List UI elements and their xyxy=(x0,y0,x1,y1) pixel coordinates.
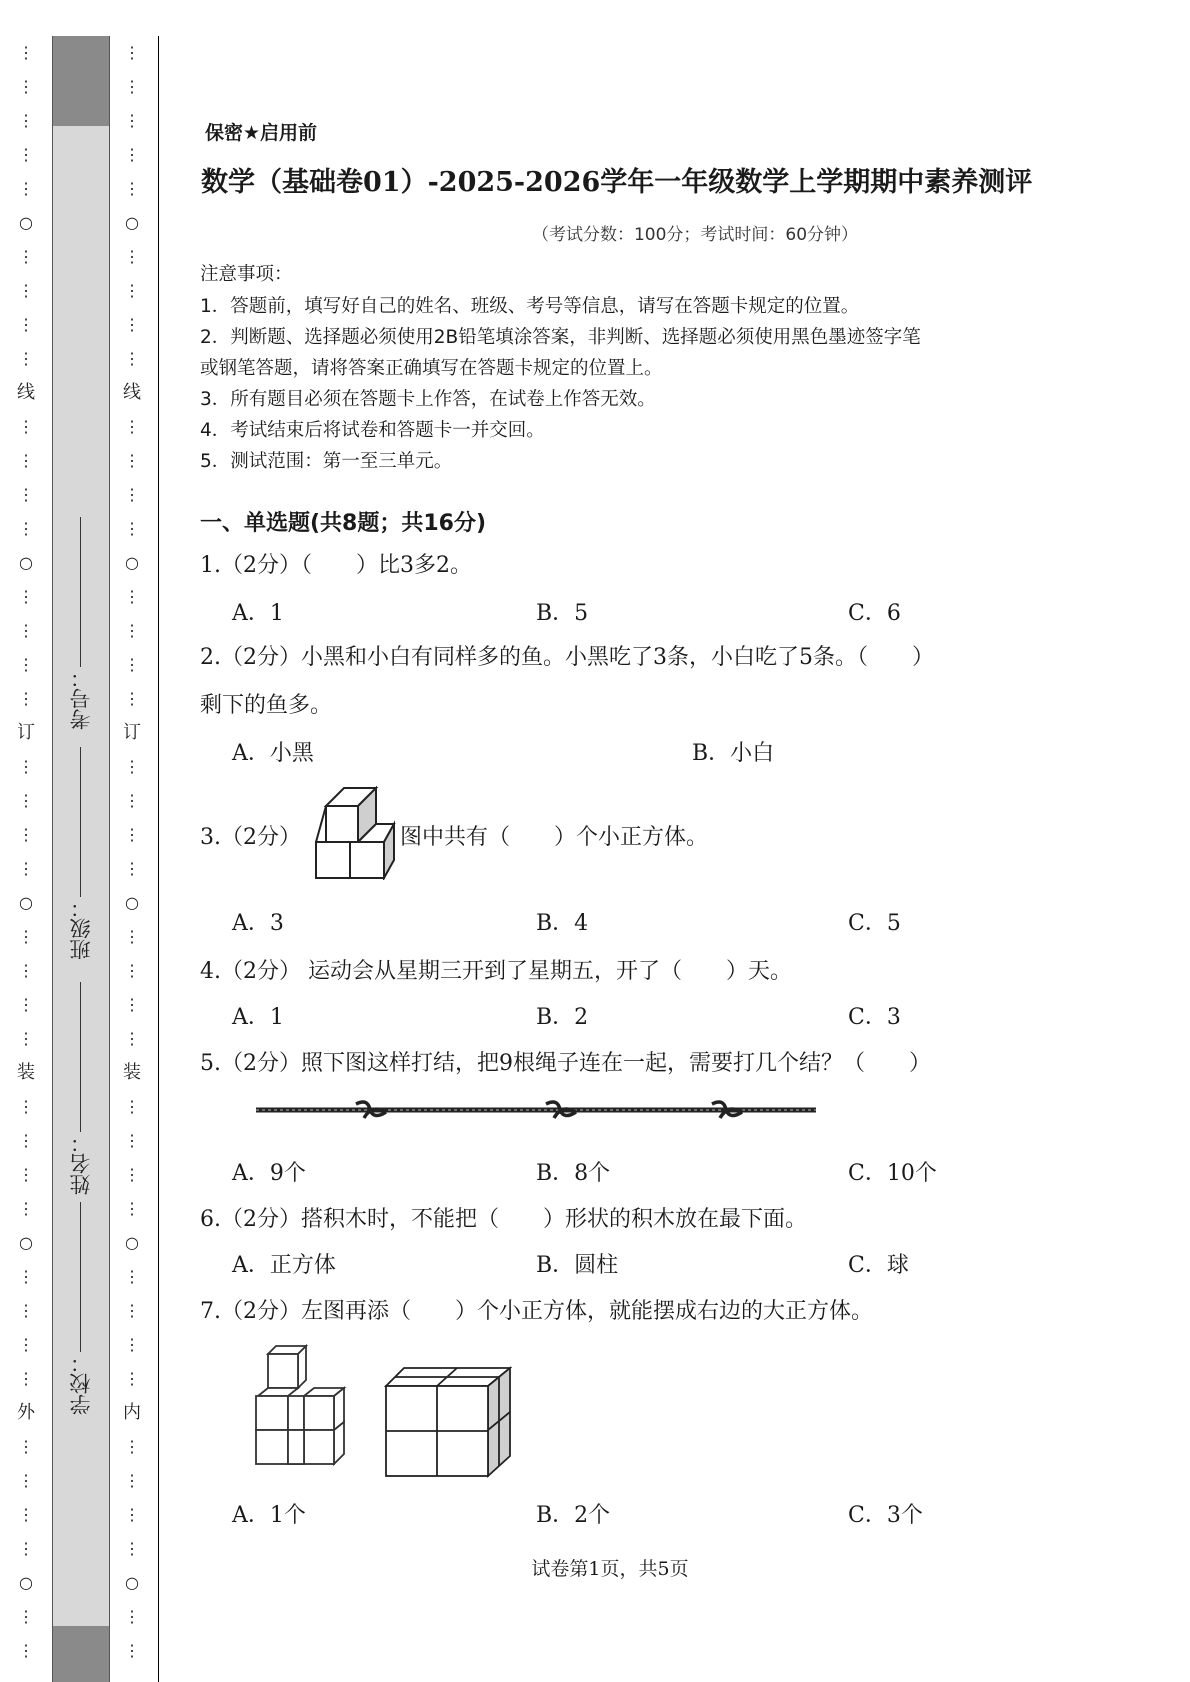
binding-dots: ⋮ xyxy=(124,1607,140,1626)
binding-dots: ⋮ xyxy=(18,961,34,980)
binding-dots: ⋮ xyxy=(124,1437,140,1456)
q5-option-a[interactable]: A．9个 xyxy=(232,1161,306,1186)
margin-rule xyxy=(158,36,159,1682)
q1-option-a[interactable]: A．1 xyxy=(232,601,284,626)
binding-word: 外 xyxy=(17,1402,35,1423)
inner-binding-column xyxy=(120,36,144,1682)
binding-dots: ⋮ xyxy=(18,927,34,946)
binding-dots: ⋮ xyxy=(18,451,34,470)
binding-dots: ⋮ xyxy=(18,1437,34,1456)
binding-ring: ○ xyxy=(19,553,33,572)
binding-dots: ⋮ xyxy=(18,349,34,368)
binding-dots: ⋮ xyxy=(18,1471,34,1490)
note-item: 5．测试范围：第一至三单元。 xyxy=(200,451,453,472)
binding-dots: ⋮ xyxy=(18,1607,34,1626)
binding-dots: ⋮ xyxy=(124,1097,140,1116)
binding-word: 订 xyxy=(17,722,35,743)
binding-dots: ⋮ xyxy=(18,77,34,96)
question-3: 3.（2分） xyxy=(200,825,301,850)
question-7: 7.（2分）左图再添（ ）个小正方体，就能摆成右边的大正方体。 xyxy=(200,1299,873,1324)
class-field[interactable]: 班级： xyxy=(66,740,94,960)
binding-dots: ⋮ xyxy=(124,281,140,300)
binding-ring: ○ xyxy=(19,893,33,912)
binding-dots: ⋮ xyxy=(18,995,34,1014)
binding-word: 装 xyxy=(17,1062,35,1083)
q7-option-b[interactable]: B．2个 xyxy=(536,1503,611,1528)
full-cube-figure xyxy=(382,1364,512,1480)
binding-dots: ⋮ xyxy=(124,587,140,606)
binding-dots: ⋮ xyxy=(124,859,140,878)
strip-dark-top xyxy=(53,36,109,126)
section-heading: 一、单选题(共8题；共16分) xyxy=(200,511,487,536)
binding-dots: ⋮ xyxy=(124,1301,140,1320)
note-item: 3．所有题目必须在答题卡上作答，在试卷上作答无效。 xyxy=(200,389,656,410)
binding-ring: ○ xyxy=(125,213,139,232)
q4-option-b[interactable]: B．2 xyxy=(536,1005,589,1030)
binding-dots: ⋮ xyxy=(18,485,34,504)
page-footer: 试卷第1页，共5页 xyxy=(531,1558,689,1580)
binding-dots: ⋮ xyxy=(18,621,34,640)
binding-dots: ⋮ xyxy=(18,1131,34,1150)
binding-dots: ⋮ xyxy=(18,145,34,164)
binding-ring: ○ xyxy=(19,213,33,232)
binding-dots: ⋮ xyxy=(124,825,140,844)
binding-dots: ⋮ xyxy=(18,1641,34,1660)
binding-dots: ⋮ xyxy=(124,145,140,164)
q6-option-b[interactable]: B．圆柱 xyxy=(536,1253,619,1278)
binding-dots: ⋮ xyxy=(18,1335,34,1354)
q3-option-a[interactable]: A．3 xyxy=(232,911,284,936)
binding-ring: ○ xyxy=(125,893,139,912)
binding-word: 线 xyxy=(123,382,141,403)
binding-dots: ⋮ xyxy=(124,1165,140,1184)
question-2: 2.（2分）小黑和小白有同样多的鱼。小黑吃了3条，小白吃了5条。（ ） xyxy=(200,645,934,670)
binding-word: 线 xyxy=(17,382,35,403)
binding-dots: ⋮ xyxy=(18,519,34,538)
binding-dots: ⋮ xyxy=(124,77,140,96)
binding-dots: ⋮ xyxy=(124,111,140,130)
binding-dots: ⋮ xyxy=(124,961,140,980)
binding-dots: ⋮ xyxy=(18,1301,34,1320)
rope-knots-figure xyxy=(256,1098,816,1126)
school-field[interactable]: 学校： xyxy=(66,1205,94,1415)
question-6: 6.（2分）搭积木时，不能把（ ）形状的积木放在最下面。 xyxy=(200,1207,807,1232)
binding-dots: ⋮ xyxy=(124,417,140,436)
binding-dots: ⋮ xyxy=(124,519,140,538)
binding-dots: ⋮ xyxy=(18,43,34,62)
binding-dots: ⋮ xyxy=(18,757,34,776)
binding-ring: ○ xyxy=(125,553,139,572)
strip-dark-bottom xyxy=(53,1626,109,1682)
q6-option-c[interactable]: C．球 xyxy=(848,1253,909,1278)
q3-option-c[interactable]: C．5 xyxy=(848,911,901,936)
question-1: 1.（2分）（ ）比3多2。 xyxy=(200,553,472,578)
q7-option-a[interactable]: A．1个 xyxy=(232,1503,306,1528)
binding-dots: ⋮ xyxy=(124,179,140,198)
q1-option-c[interactable]: C．6 xyxy=(848,601,901,626)
binding-ring: ○ xyxy=(19,1573,33,1592)
binding-dots: ⋮ xyxy=(124,757,140,776)
binding-dots: ⋮ xyxy=(18,111,34,130)
binding-dots: ⋮ xyxy=(18,1029,34,1048)
q6-option-a[interactable]: A．正方体 xyxy=(232,1253,336,1278)
binding-dots: ⋮ xyxy=(18,1505,34,1524)
binding-word: 内 xyxy=(123,1402,141,1423)
binding-dots: ⋮ xyxy=(124,927,140,946)
binding-dots: ⋮ xyxy=(18,1369,34,1388)
question-5: 5.（2分）照下图这样打结，把9根绳子连在一起，需要打几个结？（ ） xyxy=(200,1051,931,1076)
outer-binding-column xyxy=(14,36,38,1682)
binding-dots: ⋮ xyxy=(124,1131,140,1150)
binding-dots: ⋮ xyxy=(18,825,34,844)
partial-cube-figure xyxy=(248,1342,366,1480)
binding-dots: ⋮ xyxy=(18,859,34,878)
q1-option-b[interactable]: B．5 xyxy=(536,601,589,626)
binding-dots: ⋮ xyxy=(124,791,140,810)
binding-dots: ⋮ xyxy=(18,1199,34,1218)
binding-dots: ⋮ xyxy=(124,349,140,368)
note-item: 1．答题前，填写好自己的姓名、班级、考号等信息，请写在答题卡规定的位置。 xyxy=(200,296,860,317)
binding-word: 订 xyxy=(123,722,141,743)
binding-dots: ⋮ xyxy=(18,1097,34,1116)
binding-ring: ○ xyxy=(125,1233,139,1252)
confidential-label: 保密★启用前 xyxy=(205,122,318,144)
binding-dots: ⋮ xyxy=(18,1267,34,1286)
binding-dots: ⋮ xyxy=(18,247,34,266)
binding-dots: ⋮ xyxy=(18,1165,34,1184)
question-2-cont: 剩下的鱼多。 xyxy=(200,693,333,718)
binding-dots: ⋮ xyxy=(124,451,140,470)
name-field[interactable]: 姓名： xyxy=(66,975,94,1195)
binding-dots: ⋮ xyxy=(124,1539,140,1558)
exam-info: （考试分数：100分；考试时间：60分钟） xyxy=(531,225,859,245)
binding-dots: ⋮ xyxy=(124,1029,140,1048)
q3-option-b[interactable]: B．4 xyxy=(536,911,589,936)
binding-dots: ⋮ xyxy=(18,417,34,436)
q2-option-b[interactable]: B．小白 xyxy=(692,741,775,766)
binding-dots: ⋮ xyxy=(124,1641,140,1660)
exam-number-field[interactable]: 考号： xyxy=(66,520,94,730)
binding-dots: ⋮ xyxy=(124,995,140,1014)
question-3-cont: 图中共有（ ）个小正方体。 xyxy=(400,825,709,850)
binding-dots: ⋮ xyxy=(18,655,34,674)
binding-dots: ⋮ xyxy=(124,247,140,266)
binding-ring: ○ xyxy=(19,1233,33,1252)
note-item: 4．考试结束后将试卷和答题卡一并交回。 xyxy=(200,420,545,441)
binding-dots: ⋮ xyxy=(124,1199,140,1218)
binding-dots: ⋮ xyxy=(124,1471,140,1490)
q4-option-c[interactable]: C．3 xyxy=(848,1005,901,1030)
q4-option-a[interactable]: A．1 xyxy=(232,1005,284,1030)
binding-dots: ⋮ xyxy=(18,791,34,810)
notes-heading: 注意事项： xyxy=(200,264,293,285)
binding-dots: ⋮ xyxy=(124,1369,140,1388)
binding-dots: ⋮ xyxy=(18,315,34,334)
binding-dots: ⋮ xyxy=(18,1539,34,1558)
binding-word: 装 xyxy=(123,1062,141,1083)
binding-dots: ⋮ xyxy=(18,281,34,300)
binding-dots: ⋮ xyxy=(18,689,34,708)
binding-dots: ⋮ xyxy=(18,587,34,606)
question-4: 4.（2分） 运动会从星期三开到了星期五，开了（ ）天。 xyxy=(200,959,792,984)
q5-option-c[interactable]: C．10个 xyxy=(848,1161,937,1186)
note-item: 或钢笔答题，请将答案正确填写在答题卡规定的位置上。 xyxy=(200,358,663,379)
binding-dots: ⋮ xyxy=(124,655,140,674)
cube-stack-figure xyxy=(314,784,398,880)
binding-dots: ⋮ xyxy=(124,689,140,708)
binding-dots: ⋮ xyxy=(124,315,140,334)
binding-dots: ⋮ xyxy=(18,179,34,198)
exam-title: 数学（基础卷01）-2025-2026学年一年级数学上学期期中素养测评 xyxy=(201,167,1033,198)
binding-dots: ⋮ xyxy=(124,1267,140,1286)
binding-ring: ○ xyxy=(125,1573,139,1592)
q7-option-c[interactable]: C．3个 xyxy=(848,1503,923,1528)
q5-option-b[interactable]: B．8个 xyxy=(536,1161,611,1186)
note-item: 2．判断题、选择题必须使用2B铅笔填涂答案，非判断、选择题必须使用黑色墨迹签字笔 xyxy=(200,327,921,348)
binding-dots: ⋮ xyxy=(124,485,140,504)
binding-dots: ⋮ xyxy=(124,43,140,62)
binding-dots: ⋮ xyxy=(124,621,140,640)
q2-option-a[interactable]: A．小黑 xyxy=(232,741,314,766)
binding-dots: ⋮ xyxy=(124,1505,140,1524)
binding-dots: ⋮ xyxy=(124,1335,140,1354)
